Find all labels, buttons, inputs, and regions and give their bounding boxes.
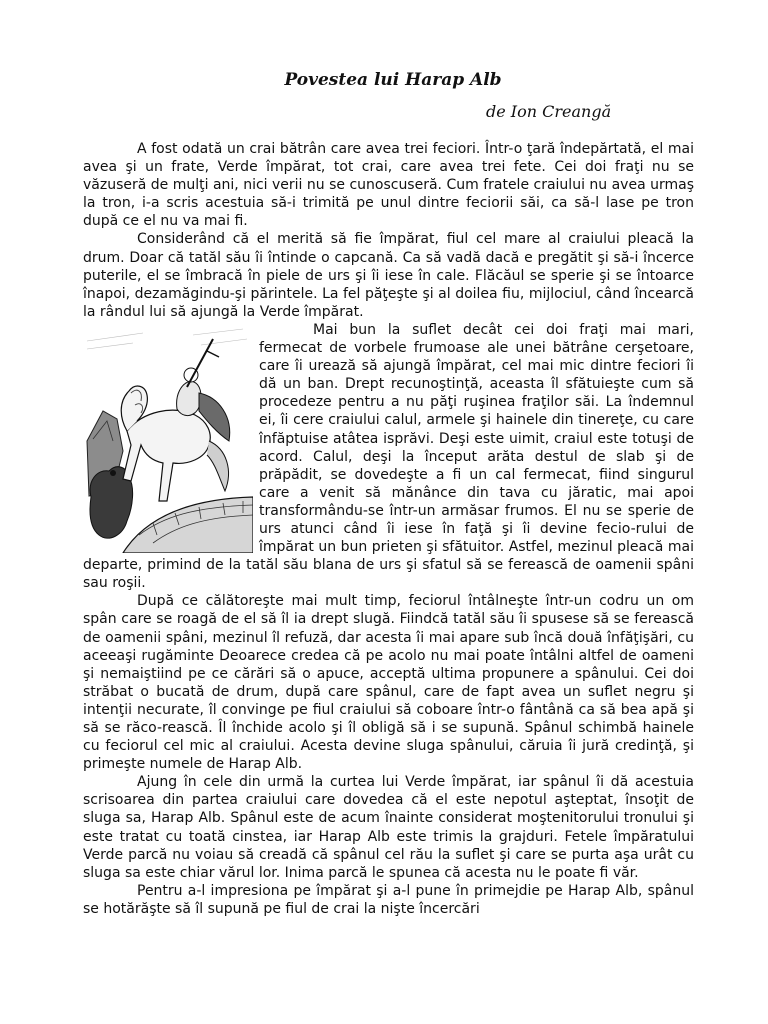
paragraph-1: A fost odată un crai bătrân care avea trei feciori. Într-o ţară îndepărtată, el mai avea şi un frate, Verde împărat, tot crai, care avea trei fete. Cei doi fraţi nu se văzuseră de mulţi ani, nici verii nu se cunoscuseră. Cum fratele craiului nu avea urmaş la tron, i-a scris acestuia să-i trimită pe unul dintre feciorii săi, ca să-l lase pe tron după ce el nu va mai fi. — [83, 141, 695, 230]
paragraph-6: Pentru a-l impresiona pe împărat şi a-l pune în primejdie pe Harap Alb, spânul se hotărăşte să îl supună pe fiul de crai la nişte încercări — [83, 882, 694, 917]
illustration-knight-horse-bear — [83, 321, 253, 553]
paragraph-5: Ajung în cele din urmă la curtea lui Verde împărat, iar spânul îi dă acestuia scrisoarea din partea craiului care dovedea că el este nepotul aşteptat, însoţit de sluga sa, Harap Alb. Spânul este de acum înainte considerat moştenitorului tronului şi este tratat cu toată cinstea, iar Harap Alb este trimis la grajduri. Fetele împăratului Verde parcă nu voiau să creadă că spânul cel rău la suflet şi care se purta aşa urât cu sluga sa este chiar vărul lor. Inima parcă le spunea că acesta nu le poate fi văr. — [83, 774, 694, 881]
paragraph-4: După ce călătoreşte mai mult timp, feciorul întâlneşte într-un codru un om spân care se roagă de el să îl ia drept slugă. Fiindcă tatăl său îi spusese să se ferească de oamenii spâni, mezinul îl refuză, dar acesta îi mai apare sub încă două înfăţişări, cu aceeaşi rugăminte Deoarece credea că pe acolo nu mai poate întâlni altfel de oameni şi nemaiştiind pe ce cărări să o apuce, acceptă ultima propunere a spânului. Cei doi străbat o bucată de drum, după care spânul, care de fapt avea un suflet negru şi intenţii necurate, îl convinge pe fiul craiului să coboare într-o fântână ca să bea apă şi să se răco-rească. Îl închide acolo şi îl obligă să i se supună. Spânul schimbă hainele cu feciorul cel mic al craiului. Acesta devine sluga spânului, căruia îi jură credinţă, şi primeşte numele de Harap Alb. — [83, 593, 694, 773]
paragraph-3: Mai bun la suflet decât cei doi fraţi mai mari, fermecat de vorbele frumoase ale unei bătrâne cerşetoare, care îi urează să ajungă împărat, cel mai mic dintre feciori îi dă un ban. Drept recunoştinţă, aceasta îl sfătuieşte cum să procedeze pentru a nu păţi ruşinea fraţilor săi. La îndemnul ei, îi cere craiului calul, armele şi hainele din tinereţe, cu care înfăptuise atâtea isprăvi. Deşi este uimit, craiul este totuşi de acord. Calul, deşi la început arăta destul de slab şi de prăpădit, se dovedeşte a fi un cal fermecat, fiind singurul care a venit să mănânce din tava cu jăratic, mai apoi transformându-se într-un armăsar frumos. El nu se sperie de urs atunci când îi iese în faţă şi îi devine fecio-rului de împărat un bun prieten şi sfătuitor. Astfel, mezinul pleacă mai departe, primind de la tatăl său blana de urs şi sfatul să se ferească de oamenii spâni sau roşii. — [83, 321, 694, 592]
document-body — [83, 140, 694, 918]
paragraph-2: Considerând că el merită să fie împărat, fiul cel mare al craiului pleacă la drum. Doar că tatăl său îi întinde o capcană. Ca să vadă dacă e pregătit şi să-i încerce puterile, el se îmbracă în piele de urs şi îi iese în cale. Flăcăul se sperie şi se întoarce înapoi, dezamăgindu-şi părintele. La fel păţeşte şi al doilea fiu, mijlociul, când încearcă la rândul lui să ajungă la Verde împărat. — [83, 231, 694, 320]
document-title: Povestea lui Harap Alb — [284, 70, 502, 90]
document-author: de Ion Creangă — [486, 102, 612, 121]
illustration-drawing — [83, 321, 253, 553]
